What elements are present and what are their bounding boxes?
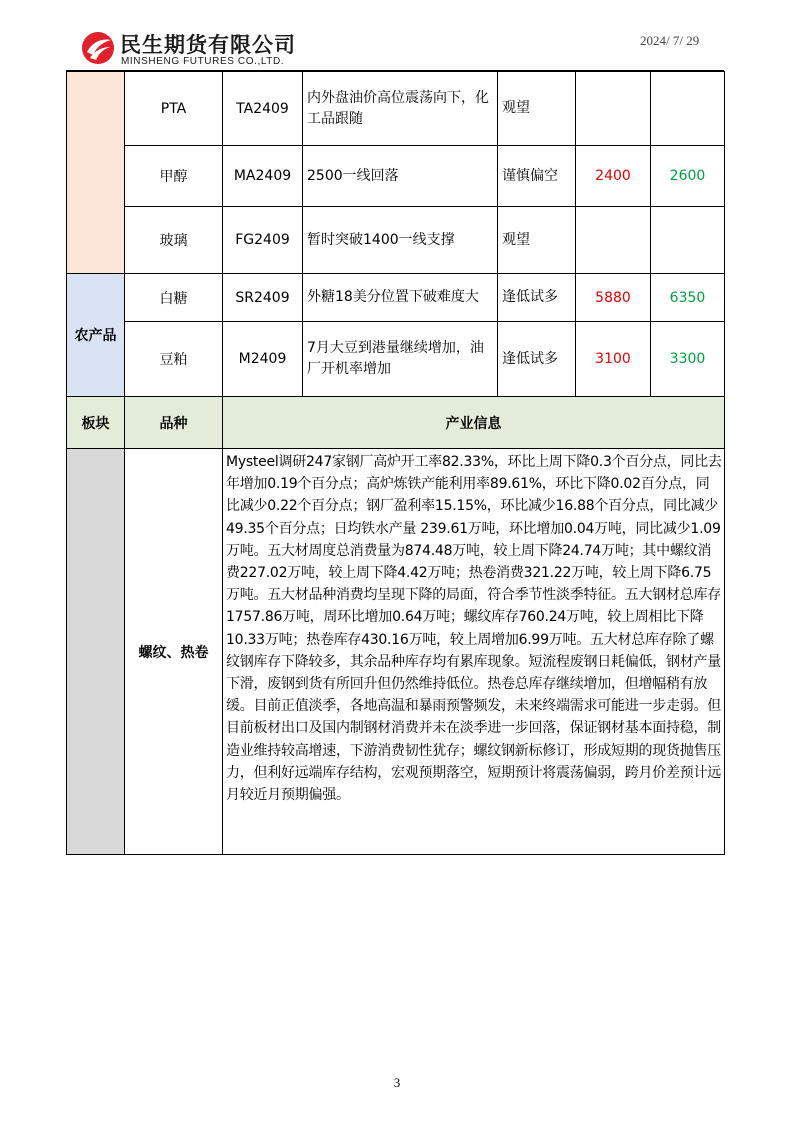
contract-code: M2409 <box>223 322 303 397</box>
market-view: 2500一线回落 <box>303 146 498 207</box>
contract-code: FG2409 <box>223 207 303 274</box>
support-price: 3100 <box>576 322 651 397</box>
page-number: 3 <box>393 1075 401 1090</box>
contract-code: TA2409 <box>223 72 303 146</box>
header-variety: 品种 <box>125 397 223 449</box>
resistance-price: 6350 <box>651 274 725 322</box>
table-row <box>67 322 725 397</box>
header-industry-info: 产业信息 <box>223 397 725 449</box>
industry-info-text: Mysteel调研247家钢厂高炉开工率82.33%，环比上周下降0.3个百分点，同比去年增加0.19个百分点；高炉炼铁产能利用率89.61%，环比下降0.02百分点，同比减少0.22个百分点；钢厂盈利率15.15%，环比减少16.88个百分点，同比减少49.35个百分点；日均铁水产量 239.61万吨，环比增加0.04万吨，同比减少1.09万吨。五大材周度总消费量为874.48万吨，较上周下降24.74万吨；其中螺纹消费227.02万吨，较上周下降4.42万吨；热卷消费321.22万吨，较上周下降6.75万吨。五大材品种消费均呈现下降的局面，符合季节性淡季特征。五大钢材总库存1757.86万吨，周环比增加0.64万吨；螺纹库存760.24万吨，较上周相比下降10.33万吨；热卷库存430.16万吨，较上周增加6.99万吨。五大材总库存除了螺纹钢库存下降较多，其余品种库存均有累库现象。短流程废钢日耗偏低，钢材产量下滑，废钢到货有所回升但仍然维持低位。热卷总库存继续增加，但增幅稍有放缓。目前正值淡季，各地高温和暴雨预警频发，未来终端需求可能进一步走弱。但目前板材出口及国内制钢材消费并未在淡季进一步回落，保证钢材基本面持稳，制造业维持较高增速，下游消费韧性犹存；螺纹钢新标修订，形成短期的现货抛售压力，但利好远端库存结构，宏观预期落空，短期预计将震荡偏弱，跨月价差预计远月较近月预期偏强。 <box>223 449 725 855</box>
market-view: 暂时突破1400一线支撑 <box>303 207 498 274</box>
resistance-price: 3300 <box>651 322 725 397</box>
market-view: 7月大豆到港量继续增加，油厂开机率增加 <box>303 322 498 397</box>
header-sector: 板块 <box>67 397 125 449</box>
variety-name: PTA <box>125 72 223 146</box>
contract-code: SR2409 <box>223 274 303 322</box>
minsheng-logo-icon <box>80 30 116 66</box>
variety-name: 豆粕 <box>125 322 223 397</box>
support-price: 2400 <box>576 146 651 207</box>
info-variety: 螺纹、热卷 <box>125 449 223 855</box>
support-price <box>576 207 651 274</box>
support-price: 5880 <box>576 274 651 322</box>
variety-name: 玻璃 <box>125 207 223 274</box>
info-header-row <box>67 397 725 449</box>
variety-name: 白糖 <box>125 274 223 322</box>
strategy: 观望 <box>498 72 576 146</box>
resistance-price <box>651 207 725 274</box>
table-row <box>67 146 725 207</box>
variety-name: 甲醇 <box>125 146 223 207</box>
resistance-price: 2600 <box>651 146 725 207</box>
report-date: 2024/ 7/ 29 <box>640 33 700 48</box>
info-row <box>67 449 725 855</box>
resistance-price <box>651 72 725 146</box>
info-sector-cell <box>67 449 125 855</box>
table-row <box>67 72 725 146</box>
market-view: 内外盘油价高位震荡向下，化工品跟随 <box>303 72 498 146</box>
table-row <box>67 274 725 322</box>
page-header <box>0 0 794 72</box>
sector-cell-agriculture: 农产品 <box>67 274 125 397</box>
market-view: 外糖18美分位置下破难度大 <box>303 274 498 322</box>
strategy: 观望 <box>498 207 576 274</box>
table-row <box>67 207 725 274</box>
strategy-table <box>66 71 725 855</box>
strategy: 逢低试多 <box>498 274 576 322</box>
strategy: 谨慎偏空 <box>498 146 576 207</box>
sector-cell-chemical <box>67 72 125 274</box>
company-name-en: MINSHENG FUTURES CO.,LTD. <box>121 56 285 67</box>
company-name-cn: 民生期货有限公司 <box>120 33 296 57</box>
contract-code: MA2409 <box>223 146 303 207</box>
strategy: 逢低试多 <box>498 322 576 397</box>
support-price <box>576 72 651 146</box>
